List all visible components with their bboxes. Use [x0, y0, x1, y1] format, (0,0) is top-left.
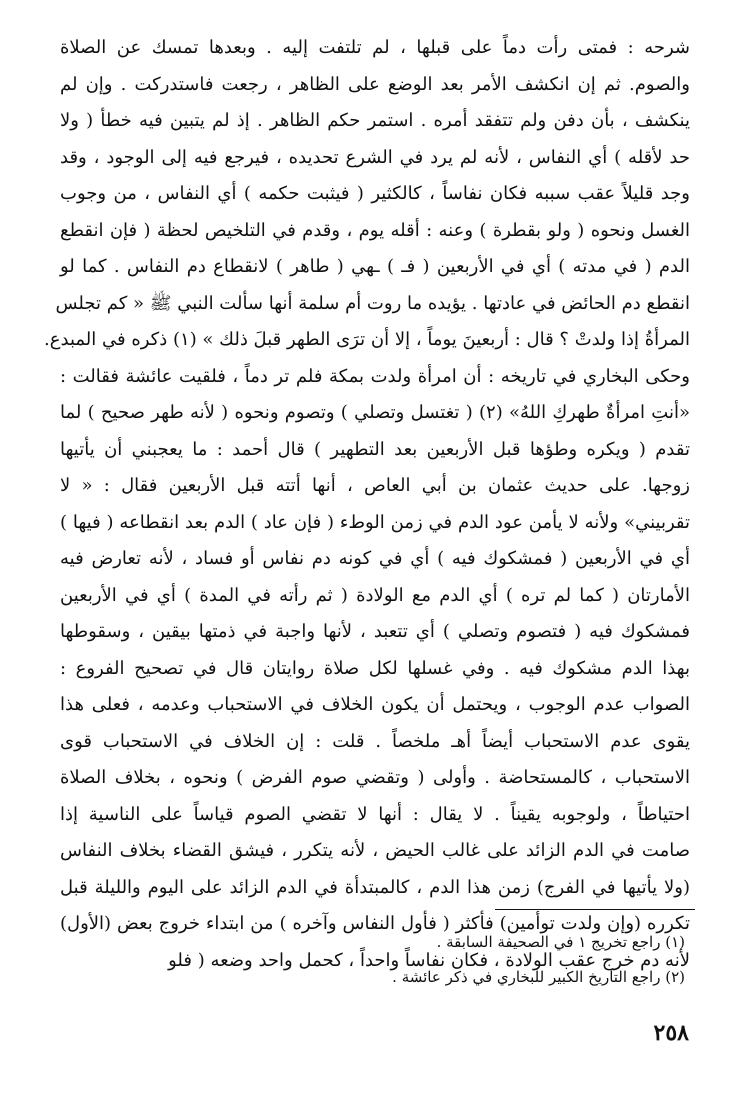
- text-line: حد لأقله ) أي النفاس ، لأنه لم يرد في الشرع تحديده ، فيرجع فيه إلى الوجود ، وقد: [60, 146, 690, 168]
- text-line: «أنتِ امرأةٌ طهركِ اللهُ» (٢) ( تغتسل وتصلي ) وتصوم ونحوه ( لأنه طهر صحيح ) لما: [60, 402, 690, 423]
- text-line: وحكى البخاري في تاريخه : أن امرأة ولدت بمكة فلم تر دماً ، فلقيت عائشة فقالت :: [60, 365, 690, 387]
- text-line: الصواب عدم الوجوب ، ويحتمل أن يكون الخلاف في الاستحباب وعدمه ، فعلى هذا: [60, 694, 690, 715]
- page-number: ٢٥٨: [653, 1020, 689, 1046]
- text-line: أي في الأربعين ( فمشكوك فيه ) أي في كونه دم نفاس أو فساد ، لأنه تعارض فيه: [60, 548, 690, 569]
- text-line: الغسل ونحوه ( ولو بقطرة ) وعنه : أقله يوم ، وقدم في التلخيص لحظة ( فإن انقطع: [60, 219, 690, 241]
- text-line: تكرره (وإن ولدت توأمين) فأكثر ( فأول النفاس وآخره ) من ابتداء خروج بعض (الأول): [60, 913, 690, 934]
- footnote-separator: [495, 909, 695, 910]
- page-body: [44, 30, 690, 979]
- text-line: الدم ( في مدته ) أي في الأربعين ( فـ ) ـهي ( طاهر ) لانقطاع دم النفاس . كما لو: [60, 256, 690, 277]
- text-line: تقدم ( ويكره وطؤها قبل الأربعين بعد التطهير ) قال أحمد : ما يعجبني أن يأتيها: [60, 438, 690, 460]
- text-line: المرأةُ إذا ولدتْ ؟ قال : أربعينَ يوماً ، إلا أن ترَى الطهر قبلَ ذلك » (١) ذكره في المبدع.: [44, 329, 690, 350]
- text-line: والصوم. ثم إن انكشف الأمر بعد الوضع على الظاهر ، رجعت فاستدركت . وإن لم: [60, 73, 690, 95]
- main-text: [44, 30, 690, 979]
- text-line: ينكشف ، بأن دفن ولم تتفقد أمره . استمر حكم الظاهر . إذ لم يتبين فيه خطأ ( ولا: [60, 110, 690, 131]
- text-line: صامت في الدم الزائد على غالب الحيض ، لأنه يتكرر ، فيشق القضاء بخلاف النفاس: [60, 840, 690, 861]
- text-line: بهذا الدم مشكوك فيه . وفي غسلها لكل صلاة روايتان قال في تصحيح الفروع :: [60, 657, 690, 679]
- text-line: يقوى عدم الاستحباب أيضاً أهـ ملخصاً . قلت : إن الخلاف في الاستحباب قوى: [60, 730, 690, 752]
- text-line: شرحه : فمتى رأت دماً على قبلها ، لم تلتفت إليه . وبعدها تمسك عن الصلاة: [60, 37, 690, 58]
- text-line: (ولا يأتيها في الفرج) زمن هذا الدم ، كالمبتدأة في الدم الزائد على اليوم والليلة قبل: [60, 876, 690, 898]
- text-line: الاستحباب ، كالمستحاضة . وأولى ( وتقضي صوم الفرض ) ونحوه ، بخلاف الصلاة: [60, 767, 690, 788]
- text-line: الأمارتان ( كما لم تره ) أي الدم مع الولادة ( ثم رأته في المدة ) أي في الأربعين: [60, 584, 690, 606]
- text-line: تقربيني» ولأنه لا يأمن عود الدم في زمن الوطء ( فإن عاد ) الدم بعد انقطاعه ( فيها ): [60, 511, 690, 533]
- text-line: وجد قليلاً عقب سببه فكان نفاساً ، كالكثير ( فيثبت حكمه ) أي النفاس ، من وجوب: [60, 183, 690, 204]
- footnote-2: (٢) راجع التاريخ الكبير للبخاري في ذكر عائشة .: [392, 968, 685, 986]
- text-line: فمشكوك فيه ( فتصوم وتصلي ) أي تتعبد ، لأنها واجبة في ذمتها بيقين ، وسقوطها: [60, 621, 690, 642]
- text-line: انقطع دم الحائض في عادتها . يؤيده ما روت أم سلمة أنها سألت النبي ﷺ « كم تجلس: [55, 292, 690, 314]
- footnotes: [60, 925, 685, 995]
- footnote-1: (١) راجع تخريج ١ في الصحيفة السابقة .: [436, 933, 685, 951]
- text-line: احتياطاً ، ولوجوبه يقيناً . لا يقال : أنها لا تقضي الصوم قياساً على الناسية إذا: [60, 803, 690, 825]
- text-line: زوجها. على حديث عثمان بن أبي العاص ، أنها أتته قبل الأربعين فقال : « لا: [60, 475, 690, 496]
- text-line: لأنه دم خرج عقب الولادة ، فكان نفاساً واحداً ، كحمل واحد وضعه ( فلو: [168, 949, 690, 971]
